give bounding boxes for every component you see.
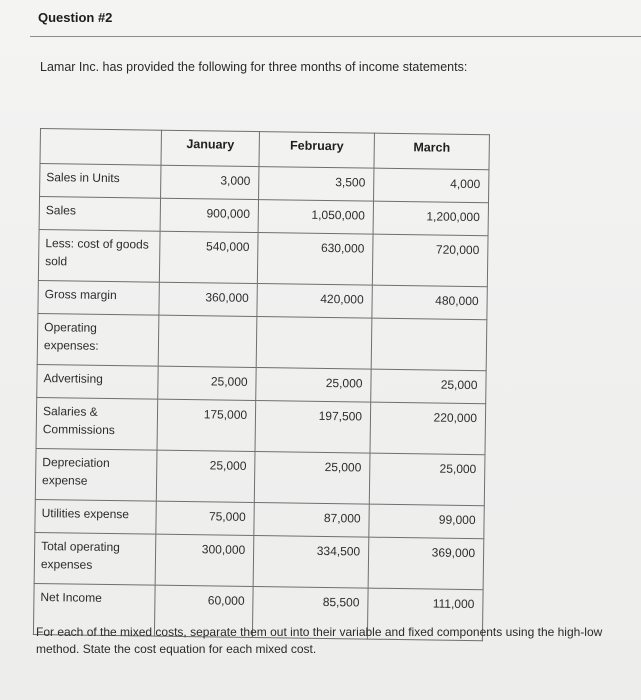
cell-january: 25,000	[156, 450, 255, 502]
cell-february: 25,000	[256, 368, 371, 403]
row-label: Total operating expenses	[34, 532, 156, 585]
row-label: Gross margin	[38, 280, 159, 315]
row-label: Utilities expense	[35, 499, 156, 534]
cell-march: 4,000	[374, 168, 489, 203]
row-label: Depreciation expense	[35, 448, 157, 501]
cell-january: 60,000	[154, 585, 253, 637]
column-header-january: January	[161, 130, 260, 166]
row-label: Operating expenses:	[37, 313, 159, 366]
row-label: Less: cost of goods sold	[38, 229, 160, 282]
cell-february: 3,500	[259, 167, 374, 202]
cell-march: 25,000	[371, 369, 486, 404]
column-header-february: February	[259, 132, 374, 169]
cell-january: 175,000	[157, 399, 256, 451]
table-row	[37, 313, 487, 370]
cell-march: 720,000	[372, 234, 488, 287]
cell-march: 369,000	[368, 537, 484, 590]
row-label: Sales	[39, 197, 160, 232]
cell-january: 25,000	[158, 366, 257, 400]
cell-january: 900,000	[160, 198, 259, 232]
cell-january: 3,000	[161, 165, 260, 199]
cell-january: 360,000	[159, 282, 258, 316]
row-label: Net Income	[33, 583, 155, 636]
row-label: Salaries & Commissions	[36, 397, 158, 450]
question-title: Question #2	[38, 10, 113, 25]
cell-february: 420,000	[257, 284, 372, 319]
cell-march	[371, 318, 487, 371]
cell-january: 300,000	[155, 534, 254, 586]
cell-january	[158, 315, 257, 367]
table-row	[36, 397, 486, 454]
table-row	[35, 448, 485, 505]
cell-march: 220,000	[370, 402, 486, 455]
cell-march: 480,000	[372, 285, 487, 320]
cell-march: 1,200,000	[373, 201, 488, 236]
intro-text: Lamar Inc. has provided the following for three months of income statements:	[40, 60, 468, 74]
cell-february: 197,500	[255, 401, 371, 454]
cell-february	[256, 317, 372, 370]
table-row	[34, 532, 484, 589]
row-label: Sales in Units	[40, 164, 161, 199]
cell-february: 630,000	[257, 233, 373, 286]
cell-january: 540,000	[159, 231, 258, 283]
cell-february: 1,050,000	[258, 200, 373, 235]
column-header-march: March	[374, 133, 489, 170]
cell-march: 111,000	[367, 588, 483, 641]
cell-january: 75,000	[156, 501, 255, 535]
cell-february: 25,000	[254, 452, 370, 505]
cell-february: 334,500	[253, 536, 369, 589]
task-instructions: For each of the mixed costs, separate them out into their variable and fixed components using the high-low method. State the cost equation for each mixed cost.	[36, 625, 603, 656]
title-divider	[30, 36, 641, 37]
cell-march: 25,000	[369, 453, 485, 506]
table-row	[38, 229, 488, 286]
header-corner-cell	[40, 129, 161, 166]
row-label: Advertising	[37, 364, 158, 399]
cell-march: 99,000	[369, 504, 484, 539]
cell-february: 85,500	[253, 587, 369, 640]
cell-february: 87,000	[254, 503, 369, 538]
income-statement-table	[33, 128, 490, 641]
